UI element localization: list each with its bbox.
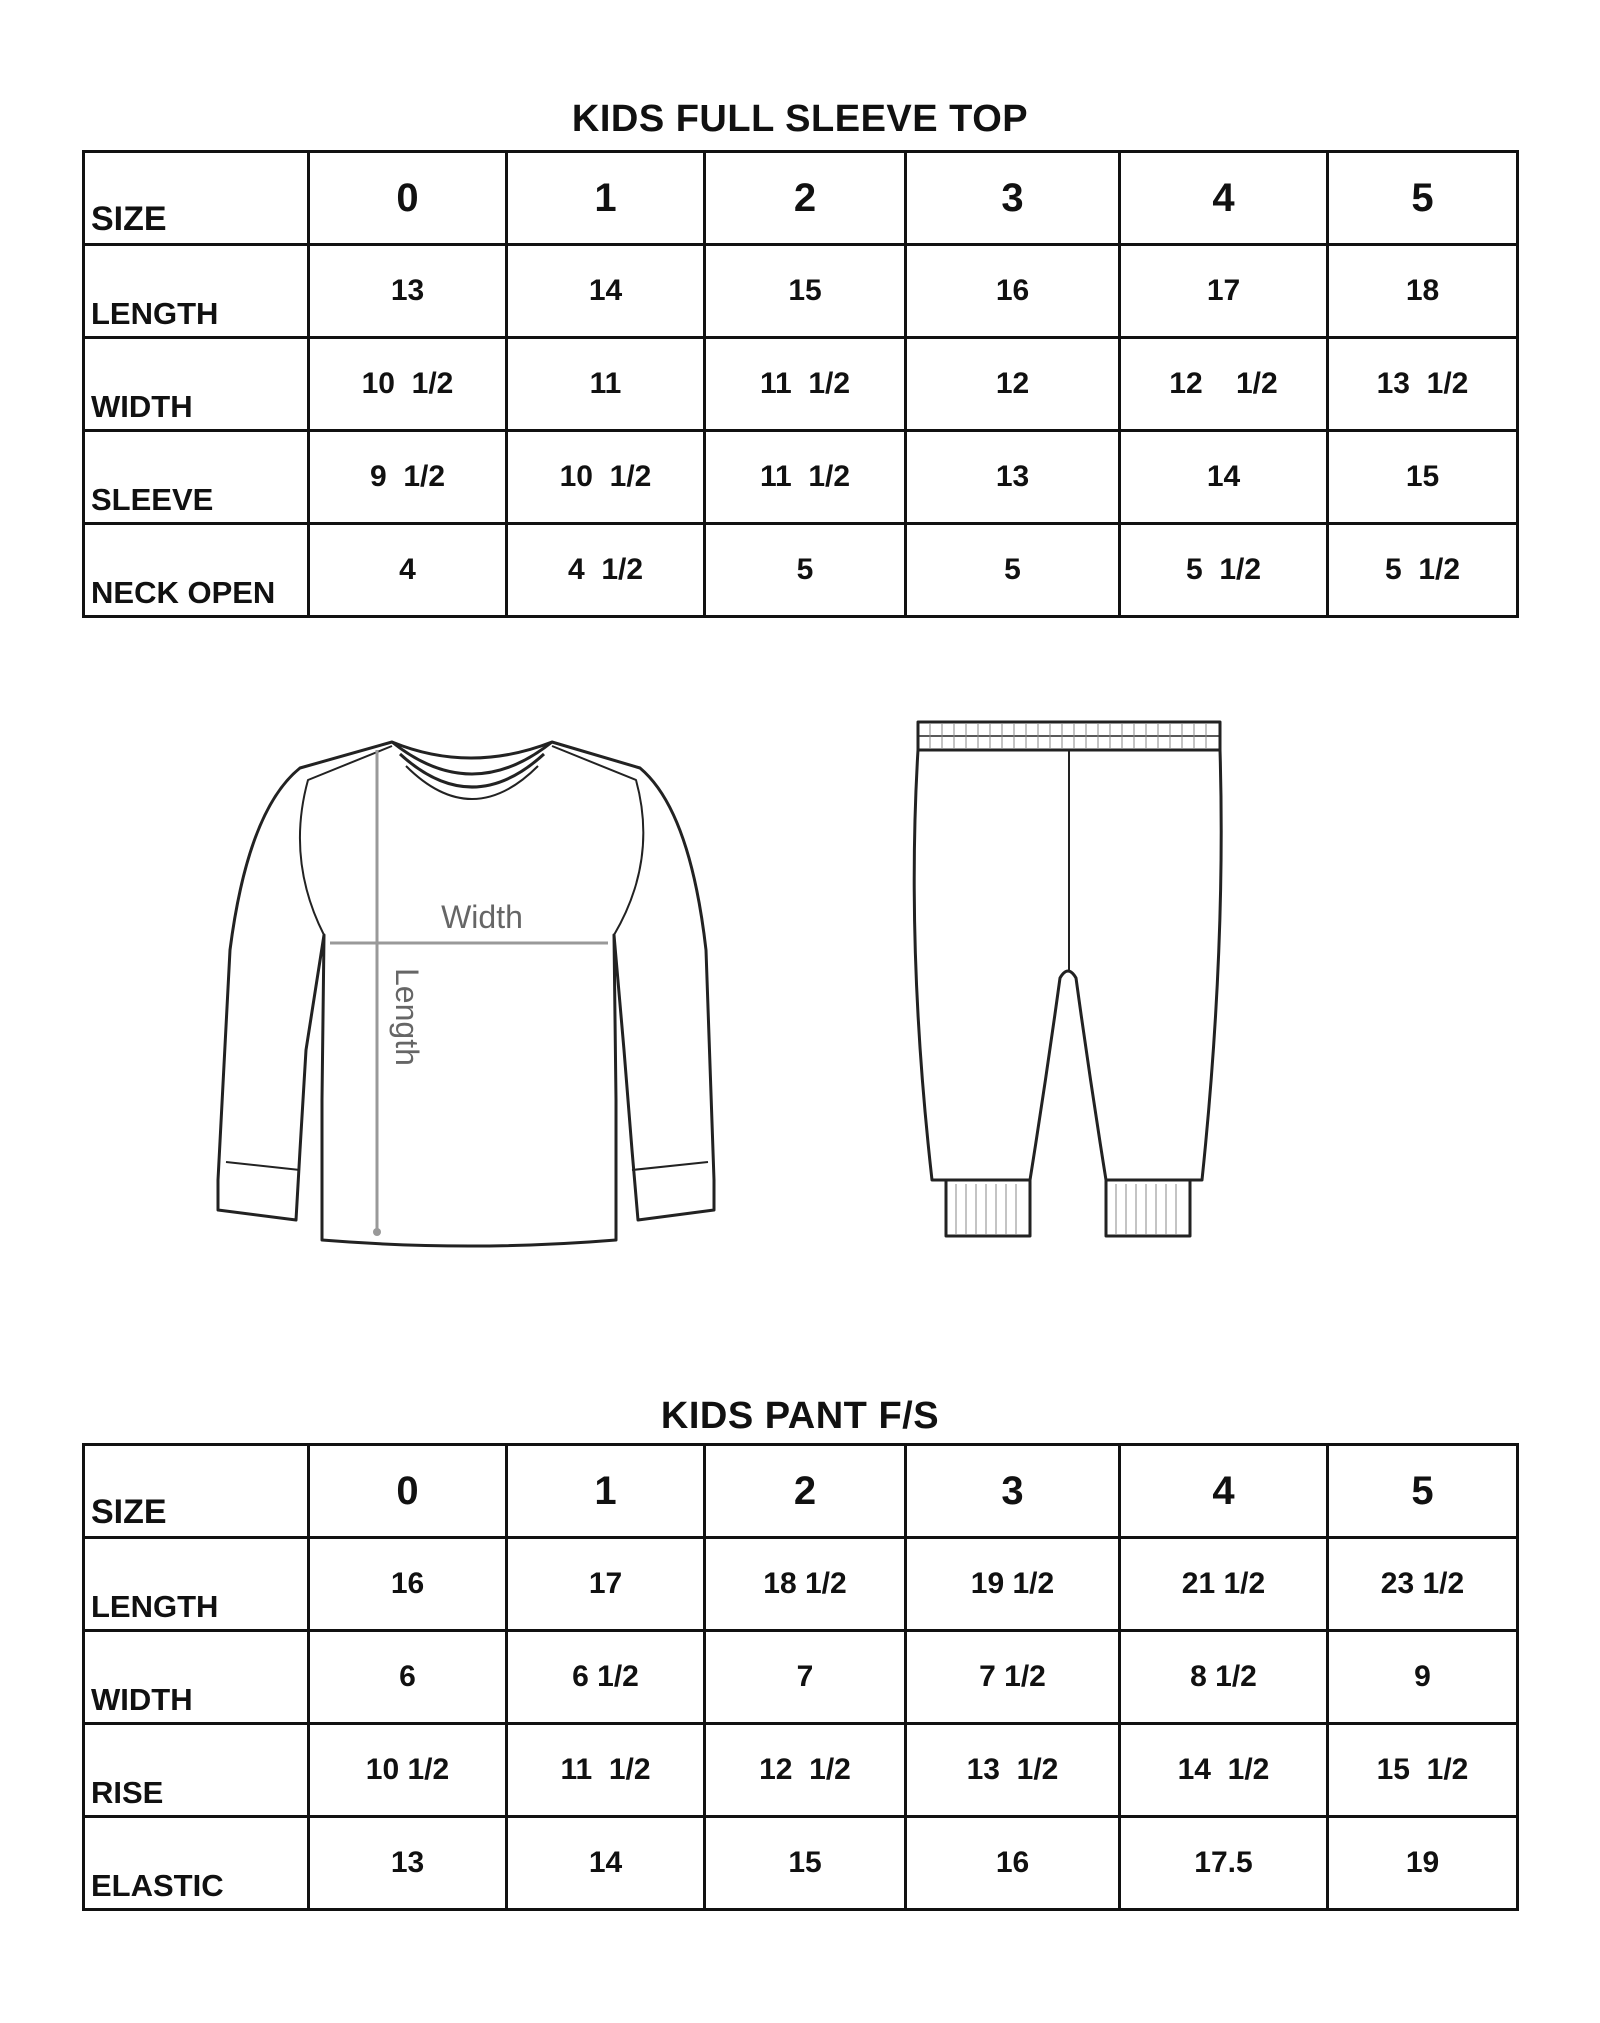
size-header-cell: 2 (705, 152, 906, 245)
measurement-cell: 15 (1328, 431, 1518, 524)
shirt-body-outline (218, 742, 714, 1246)
measurement-cell: 11 1/2 (705, 431, 906, 524)
measurement-cell: 19 (1328, 1817, 1518, 1910)
measurement-cell: 10 1/2 (309, 338, 507, 431)
measurement-cell: 16 (906, 245, 1120, 338)
shirt-length-guide-end (373, 1228, 381, 1236)
measurement-cell: 6 1/2 (507, 1631, 705, 1724)
measurement-cell: 8 1/2 (1120, 1631, 1328, 1724)
measurement-cell: 23 1/2 (1328, 1538, 1518, 1631)
measurement-cell: 12 1/2 (1120, 338, 1328, 431)
measurement-cell: 14 (507, 1817, 705, 1910)
table-row (84, 338, 1518, 431)
top-chart-title: KIDS FULL SLEEVE TOP (571, 98, 1029, 140)
measurement-cell: 19 1/2 (906, 1538, 1120, 1631)
measurement-cell: 5 (906, 524, 1120, 617)
measurement-cell: 21 1/2 (1120, 1538, 1328, 1631)
measurement-cell: 10 1/2 (507, 431, 705, 524)
size-header-cell: 4 (1120, 152, 1328, 245)
table-row (84, 152, 1518, 245)
measurement-cell: 9 (1328, 1631, 1518, 1724)
measurement-cell: 15 (705, 245, 906, 338)
row-label: WIDTH (84, 1631, 309, 1724)
measurement-cell: 16 (906, 1817, 1120, 1910)
table-row (84, 1631, 1518, 1724)
measurement-cell: 10 1/2 (309, 1724, 507, 1817)
table-row (84, 245, 1518, 338)
measurement-cell: 17 (507, 1538, 705, 1631)
measurement-cell: 7 (705, 1631, 906, 1724)
shirt-collar-rib (406, 766, 538, 799)
measurement-cell: 16 (309, 1538, 507, 1631)
measurement-cell: 4 (309, 524, 507, 617)
size-header-cell: 0 (309, 152, 507, 245)
measurement-cell: 11 (507, 338, 705, 431)
garment-illustrations (0, 700, 1600, 1320)
size-header-cell: 2 (705, 1445, 906, 1538)
row-label: LENGTH (84, 1538, 309, 1631)
measurement-cell: 11 1/2 (507, 1724, 705, 1817)
measurement-cell: 15 (705, 1817, 906, 1910)
measurement-cell: 13 (309, 1817, 507, 1910)
table-row (84, 1538, 1518, 1631)
shirt-drawing (218, 742, 714, 1246)
measurement-cell: 6 (309, 1631, 507, 1724)
pant-size-table (82, 1443, 1519, 1911)
measurement-cell: 12 1/2 (705, 1724, 906, 1817)
measurement-cell: 5 (705, 524, 906, 617)
measurement-cell: 18 (1328, 245, 1518, 338)
row-label: RISE (84, 1724, 309, 1817)
size-header-cell: 5 (1328, 152, 1518, 245)
measurement-cell: 17 (1120, 245, 1328, 338)
size-header-cell: 4 (1120, 1445, 1328, 1538)
measurement-cell: 14 1/2 (1120, 1724, 1328, 1817)
table-row (84, 524, 1518, 617)
row-label: SIZE (84, 1445, 309, 1538)
size-header-cell: 1 (507, 152, 705, 245)
size-header-cell: 5 (1328, 1445, 1518, 1538)
table-row (84, 1724, 1518, 1817)
size-header-cell: 3 (906, 152, 1120, 245)
row-label: SLEEVE (84, 431, 309, 524)
row-label: SIZE (84, 152, 309, 245)
measurement-cell: 14 (1120, 431, 1328, 524)
shirt-length-label: Length (389, 968, 425, 1066)
row-label: LENGTH (84, 245, 309, 338)
measurement-cell: 18 1/2 (705, 1538, 906, 1631)
shirt-left-cuff (226, 1162, 300, 1170)
measurement-cell: 5 1/2 (1328, 524, 1518, 617)
pant-left-cuff (946, 1180, 1030, 1236)
top-size-table (82, 150, 1519, 618)
shirt-right-raglan (552, 746, 643, 935)
measurement-cell: 15 1/2 (1328, 1724, 1518, 1817)
table-row (84, 1817, 1518, 1910)
measurement-cell: 7 1/2 (906, 1631, 1120, 1724)
pant-drawing (914, 722, 1221, 1236)
measurement-cell: 12 (906, 338, 1120, 431)
size-header-cell: 0 (309, 1445, 507, 1538)
measurement-cell: 13 (309, 245, 507, 338)
row-label: ELASTIC (84, 1817, 309, 1910)
shirt-width-label: Width (441, 899, 523, 935)
row-label: NECK OPEN (84, 524, 309, 617)
size-header-cell: 1 (507, 1445, 705, 1538)
pant-chart-title: KIDS PANT F/S (660, 1395, 940, 1437)
measurement-cell: 11 1/2 (705, 338, 906, 431)
measurement-cell: 13 1/2 (1328, 338, 1518, 431)
measurement-cell: 17.5 (1120, 1817, 1328, 1910)
measurement-cell: 5 1/2 (1120, 524, 1328, 617)
pant-right-cuff (1106, 1180, 1190, 1236)
size-header-cell: 3 (906, 1445, 1120, 1538)
measurement-cell: 13 1/2 (906, 1724, 1120, 1817)
row-label: WIDTH (84, 338, 309, 431)
shirt-right-cuff (632, 1162, 708, 1170)
measurement-cell: 14 (507, 245, 705, 338)
measurement-cell: 9 1/2 (309, 431, 507, 524)
table-row (84, 1445, 1518, 1538)
measurement-cell: 4 1/2 (507, 524, 705, 617)
pant-body-outline (914, 750, 1221, 1180)
measurement-cell: 13 (906, 431, 1120, 524)
table-row (84, 431, 1518, 524)
